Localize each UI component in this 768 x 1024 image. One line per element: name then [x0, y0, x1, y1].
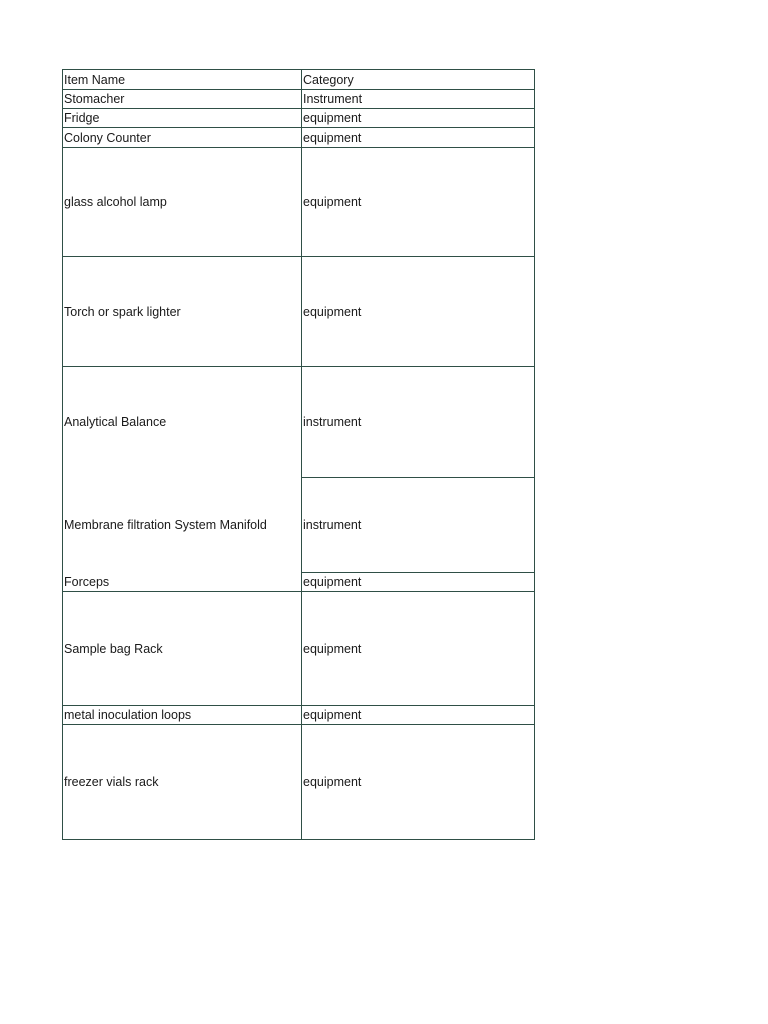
table-header-row [63, 70, 535, 90]
item-cell: Torch or spark lighter [63, 257, 302, 367]
item-cell: glass alcohol lamp [63, 148, 302, 257]
category-cell: equipment [302, 109, 535, 128]
item-cell: Stomacher [63, 90, 302, 109]
category-cell: equipment [302, 128, 535, 148]
item-cell: Membrane filtration System Manifold [63, 478, 302, 573]
item-cell: metal inoculation loops [63, 706, 302, 725]
table-row [63, 367, 535, 478]
table-row [63, 478, 535, 573]
item-cell: freezer vials rack [63, 725, 302, 840]
table-row [63, 90, 535, 109]
category-cell: equipment [302, 592, 535, 706]
category-cell: equipment [302, 257, 535, 367]
table-row [63, 573, 535, 592]
category-cell: equipment [302, 725, 535, 840]
category-cell: equipment [302, 148, 535, 257]
category-cell: equipment [302, 573, 535, 592]
header-category: Category [302, 70, 535, 90]
table-row [63, 725, 535, 840]
item-cell: Sample bag Rack [63, 592, 302, 706]
table-row [63, 148, 535, 257]
category-cell: Instrument [302, 90, 535, 109]
category-cell: instrument [302, 478, 535, 573]
table-row [63, 592, 535, 706]
table-row [63, 257, 535, 367]
item-cell: Colony Counter [63, 128, 302, 148]
item-cell: Forceps [63, 573, 302, 592]
category-cell: instrument [302, 367, 535, 478]
table-row [63, 128, 535, 148]
category-cell: equipment [302, 706, 535, 725]
item-cell: Analytical Balance [63, 367, 302, 478]
item-cell: Fridge [63, 109, 302, 128]
table-row [63, 109, 535, 128]
inventory-table [62, 69, 535, 840]
table-row [63, 706, 535, 725]
header-item-name: Item Name [63, 70, 302, 90]
